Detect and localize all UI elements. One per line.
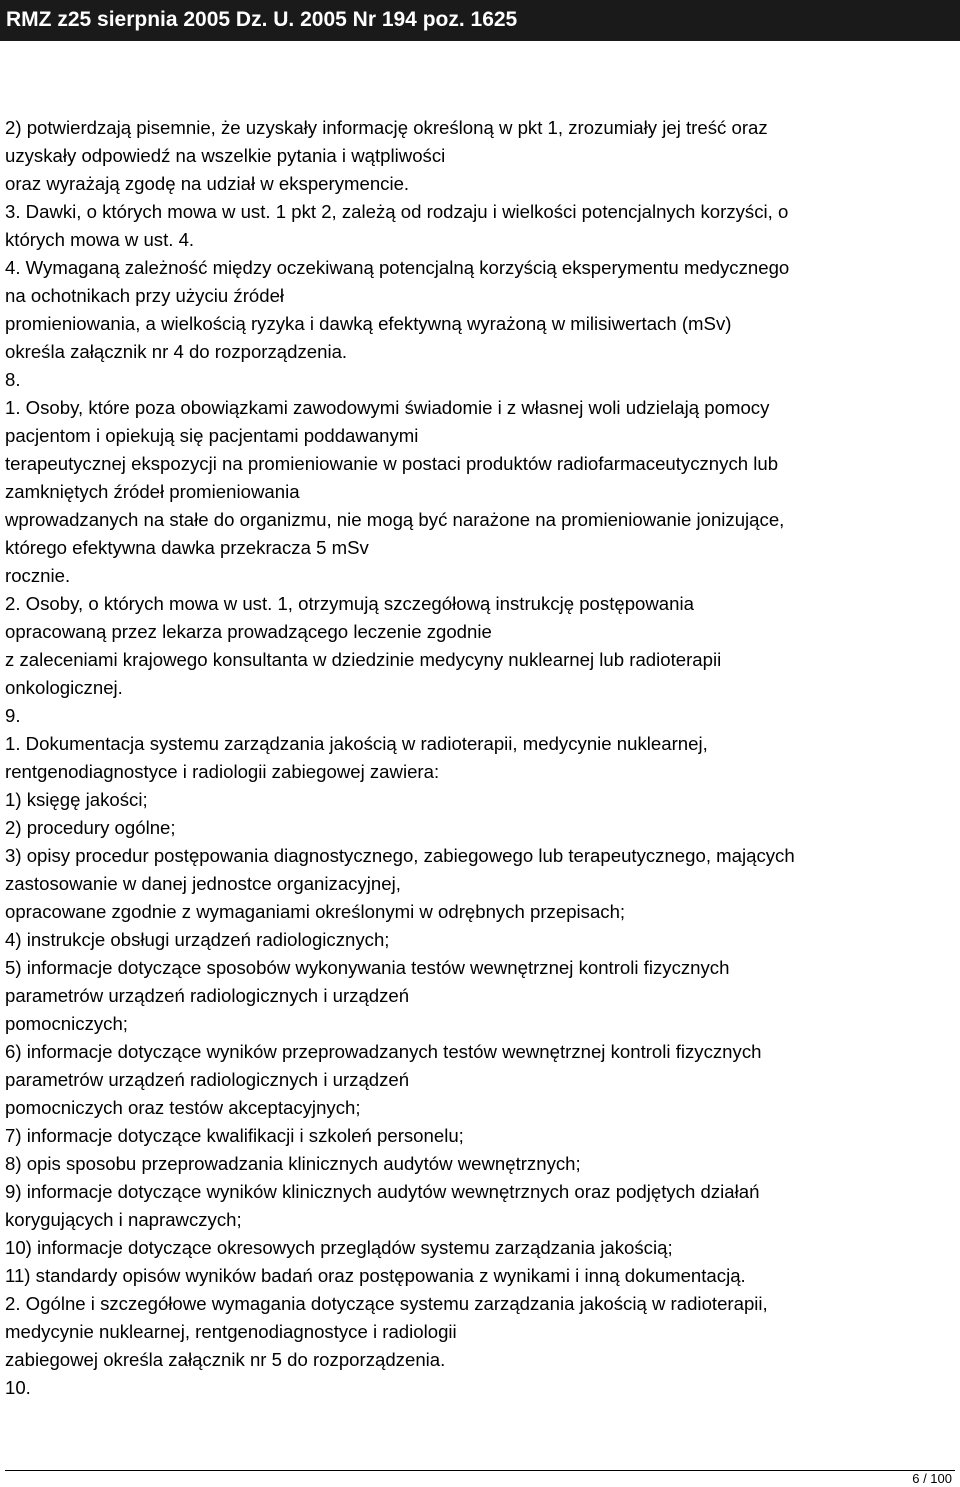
text-line: 5) informacje dotyczące sposobów wykonywania testów wewnętrznej kontroli fizycznych	[5, 957, 730, 978]
text-line: 4) instrukcje obsługi urządzeń radiologicznych;	[5, 929, 390, 950]
text-line: 1. Dokumentacja systemu zarządzania jakością w radioterapii, medycynie nuklearnej,	[5, 733, 708, 754]
text-line: terapeutycznej ekspozycji na promieniowanie w postaci produktów radiofarmaceutycznych lub	[5, 453, 779, 474]
document-header-bar	[0, 0, 960, 41]
text-line: 2) procedury ogólne;	[5, 817, 176, 838]
text-line: 2. Osoby, o których mowa w ust. 1, otrzymują szczegółową instrukcję postępowania	[5, 593, 694, 614]
text-line: parametrów urządzeń radiologicznych i urządzeń	[5, 1069, 410, 1090]
text-line: pacjentom i opiekują się pacjentami poddawanymi	[5, 425, 419, 446]
text-line: pomocniczych;	[5, 1013, 128, 1034]
text-line: 10) informacje dotyczące okresowych przeglądów systemu zarządzania jakością;	[5, 1237, 673, 1258]
text-line: 8) opis sposobu przeprowadzania klinicznych audytów wewnętrznych;	[5, 1153, 581, 1174]
text-line: opracowaną przez lekarza prowadzącego leczenie zgodnie	[5, 621, 492, 642]
text-line: opracowane zgodnie z wymaganiami określonymi w odrębnych przepisach;	[5, 901, 626, 922]
text-line: rentgenodiagnostyce i radiologii zabiegowej zawiera:	[5, 761, 440, 782]
text-line: 7) informacje dotyczące kwalifikacji i szkoleń personelu;	[5, 1125, 464, 1146]
text-line: z zaleceniami krajowego konsultanta w dziedzinie medycyny nuklearnej lub radioterapii	[5, 649, 722, 670]
text-line: korygujących i naprawczych;	[5, 1209, 242, 1230]
page-number: 6 / 100	[912, 1471, 952, 1486]
text-line: parametrów urządzeń radiologicznych i urządzeń	[5, 985, 410, 1006]
text-line: medycynie nuklearnej, rentgenodiagnostyce i radiologii	[5, 1321, 457, 1342]
text-line: którego efektywna dawka przekracza 5 mSv	[5, 537, 369, 558]
text-line: 1) księgę jakości;	[5, 789, 148, 810]
text-line: 3. Dawki, o których mowa w ust. 1 pkt 2, zależą od rodzaju i wielkości potencjalnych korzyści, o	[5, 201, 789, 222]
text-line: 2. Ogólne i szczegółowe wymagania dotyczące systemu zarządzania jakością w radioterapii,	[5, 1293, 768, 1314]
text-line: 11) standardy opisów wyników badań oraz postępowania z wynikami i inną dokumentacją.	[5, 1265, 746, 1286]
text-line: których mowa w ust. 4.	[5, 229, 195, 250]
text-line: promieniowania, a wielkością ryzyka i dawką efektywną wyrażoną w milisiwertach (mSv)	[5, 313, 732, 334]
footer-divider	[5, 1470, 955, 1471]
text-line: rocznie.	[5, 565, 71, 586]
text-line: 10.	[5, 1377, 31, 1398]
text-line: zastosowanie w danej jednostce organizacyjnej,	[5, 873, 401, 894]
text-line: 4. Wymaganą zależność między oczekiwaną potencjalną korzyścią eksperymentu medycznego	[5, 257, 790, 278]
text-line: zabiegowej określa załącznik nr 5 do rozporządzenia.	[5, 1349, 446, 1370]
text-line: 3) opisy procedur postępowania diagnostycznego, zabiegowego lub terapeutycznego, mających	[5, 845, 795, 866]
document-body	[5, 114, 957, 1402]
document-title: RMZ z25 sierpnia 2005 Dz. U. 2005 Nr 194 poz. 1625	[6, 8, 518, 31]
text-line: zamkniętych źródeł promieniowania	[5, 481, 300, 502]
text-line: uzyskały odpowiedź na wszelkie pytania i wątpliwości	[5, 145, 446, 166]
text-line: pomocniczych oraz testów akceptacyjnych;	[5, 1097, 361, 1118]
text-line: określa załącznik nr 4 do rozporządzenia.	[5, 341, 348, 362]
text-line: na ochotnikach przy użyciu źródeł	[5, 285, 285, 306]
text-line: oraz wyrażają zgodę na udział w eksperymencie.	[5, 173, 410, 194]
text-line: wprowadzanych na stałe do organizmu, nie mogą być narażone na promieniowanie jonizujące,	[5, 509, 785, 530]
text-line: 1. Osoby, które poza obowiązkami zawodowymi świadomie i z własnej woli udzielają pomocy	[5, 397, 770, 418]
text-line: 8.	[5, 369, 21, 390]
text-line: 2) potwierdzają pisemnie, że uzyskały informację określoną w pkt 1, zrozumiały jej treść oraz	[5, 117, 768, 138]
text-line: 9) informacje dotyczące wyników klinicznych audytów wewnętrznych oraz podjętych działań	[5, 1181, 760, 1202]
text-line: 6) informacje dotyczące wyników przeprowadzanych testów wewnętrznej kontroli fizycznych	[5, 1041, 762, 1062]
text-line: 9.	[5, 705, 21, 726]
text-line: onkologicznej.	[5, 677, 123, 698]
